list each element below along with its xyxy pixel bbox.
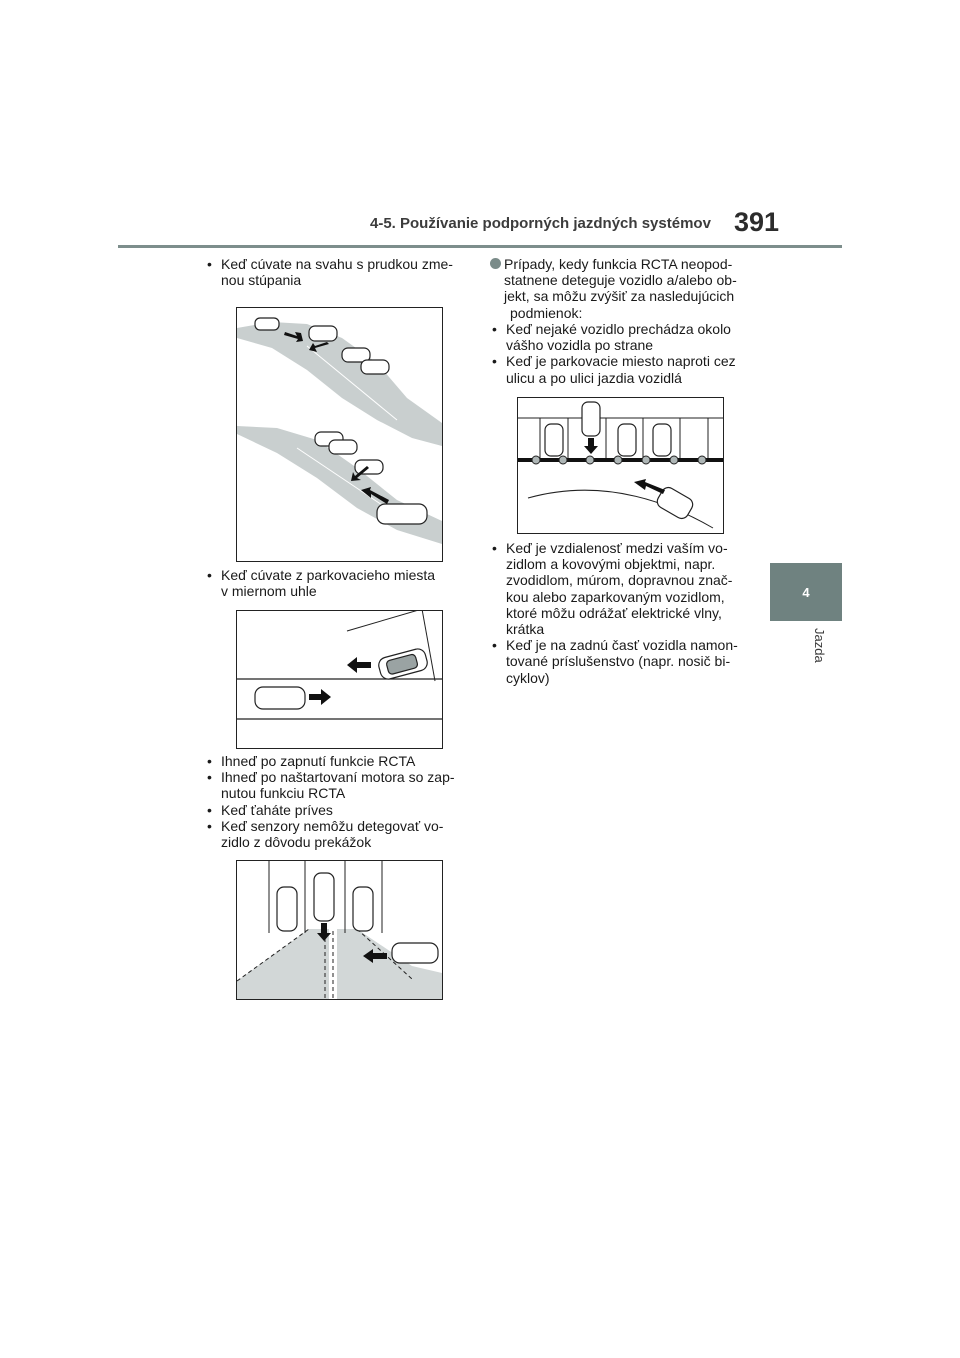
bullet-dot: •: [492, 321, 497, 337]
bullet-dot: •: [207, 769, 212, 786]
chapter-tab: [770, 563, 842, 621]
header-rule: [118, 245, 842, 248]
bullets-misc: • Ihneď po zapnutí funkcie RCTA • Ihneď po naštartovaní motora so zap- nutou funkciu RCTA • Keď ťaháte príves • Keď senzory nemôžu detegovať vo- zidlo z dôvodu prekážok: [207, 753, 455, 851]
section-title: 4-5. Používanie podporných jazdných systémov: [370, 215, 711, 232]
chapter-number: 4: [802, 584, 810, 600]
bullet-dot: •: [207, 256, 212, 272]
bullet-dot: •: [207, 753, 212, 769]
bullet-dot: •: [492, 637, 497, 654]
figure-angle-parking: [236, 610, 443, 749]
figure-street-parking: [517, 397, 724, 534]
figure-slope: [236, 307, 443, 562]
bullet-dot: •: [207, 567, 212, 583]
chapter-label: Jazda: [812, 628, 827, 663]
bullet-dot: •: [207, 801, 212, 818]
bullet-dot: •: [492, 540, 497, 556]
bullet-dot: •: [207, 817, 212, 834]
bullets-bottom: • Keď je vzdialenosť medzi vaším vo- zidlom a kovovými objektmi, napr. zvodidlom, múrom, dopravnou znač- kou alebo zaparkovaným vozidlom, ktoré môžu odrážať elektrické vlny, krátka • Keď je na zadnú časť vozidla namon- tované príslušenstvo (napr. nosič bi- cyklov): [492, 540, 738, 686]
page-number: 391: [734, 207, 780, 237]
bullet-dot: •: [492, 353, 497, 370]
lead-paragraph: Prípady, kedy funkcia RCTA neopod- statnene deteguje vozidlo a/alebo ob- jekt, sa môžu zvýšiť za nasledujúcich podmienok:: [490, 256, 760, 321]
figure-sensor-range: [236, 860, 443, 1000]
bullets-top: • Keď nejaké vozidlo prechádza okolo vášho vozidla po strane • Keď je parkovacie miesto naproti cez ulicu a po ulici jazdia vozidlá: [492, 321, 736, 386]
bullet-slope: • Keď cúvate na svahu s prudkou zme- nou stúpania: [207, 256, 453, 289]
bullet-angle: • Keď cúvate z parkovacieho miesta v miernom uhle: [207, 567, 436, 600]
section-marker-icon: [490, 258, 501, 269]
